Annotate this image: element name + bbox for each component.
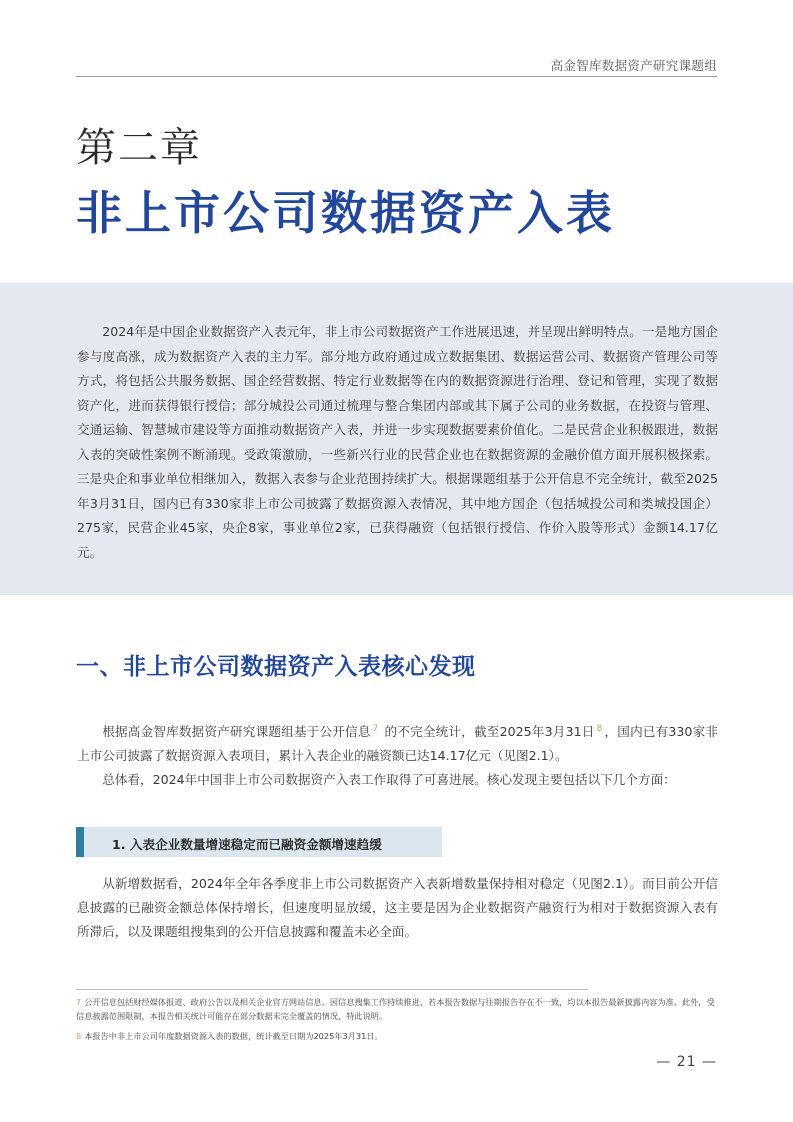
footnote-8-text: 本报告中非上市公司年度数据资源入表的数据，统计截至日期为2025年3月31日。 bbox=[84, 1031, 383, 1041]
footnote-7 bbox=[76, 996, 717, 1023]
paragraph-1-part-3: ，国内已有330家非上市公司披露了数据资源入表项目，累计入表企业的融资额已达14.17亿元（见图2.1）。 bbox=[77, 724, 719, 763]
chapter-summary-text: 2024年是中国企业数据资产入表元年，非上市公司数据资产工作进展迅速，并呈现出鲜明特点。一是地方国企参与度高涨，成为数据资产入表的主力军。部分地方政府通过成立数据集团、数据运营公司、数据资产管理公司等方式，将包括公共服务数据、国企经营数据、特定行业数据等在内的数据资源进行治理、登记和管理，实现了数据资产化，进而获得银行授信；部分城投公司通过梳理与整合集团内部或其下属子公司的业务数据，在投资与管理、交通运输、智慧城市建设等方面推动数据资产入表，并进一步实现数据要素价值化。二是民营企业积极跟进，数据入表的突破性案例不断涌现。受政策激励，一些新兴行业的民营企业也在数据资源的金融价值方面开展积极探索。三是央企和事业单位相继加入，数据入表参与企业范围持续扩大。根据课题组基于公开信息不完全统计，截至2025年3月31日，国内已有330家非上市公司披露了数据资源入表情况，其中地方国企（包括城投公司和类城投国企）275家，民营企业45家，央企8家，事业单位2家，已获得融资（包括银行授信、作价入股等形式）金额14.17亿元。 bbox=[77, 324, 718, 560]
section-heading: 一、非上市公司数据资产入表核心发现 bbox=[76, 654, 476, 680]
page-number: — 21 — bbox=[656, 1054, 717, 1070]
footnote-ref-7[interactable]: 7 bbox=[372, 723, 379, 734]
paragraph-2: 总体看，2024年中国非上市公司数据资产入表工作取得了可喜进展。核心发现主要包括以下几个方面： bbox=[102, 772, 676, 787]
footnote-8-number: 8 bbox=[76, 1031, 82, 1041]
subsection-heading-bar bbox=[76, 827, 442, 857]
footnote-rule bbox=[76, 989, 588, 990]
footnote-7-text: 公开信息包括财经媒体报道、政府公告以及相关企业官方网站信息。因信息搜集工作持续推进，若本报告数据与往期报告存在不一致，均以本报告最新披露内容为准。此外，受信息披露范围限制，本报告相关统计可能存在部分数据未完全覆盖的情况，特此说明。 bbox=[76, 997, 715, 1021]
subsection-heading: 1. 入表企业数量增速稳定而已融资金额增速趋缓 bbox=[112, 837, 382, 852]
header-rule bbox=[76, 76, 717, 77]
paragraph-1-part-1: 根据高金智库数据资产研究课题组基于公开信息 bbox=[102, 724, 371, 739]
chapter-label: 第二章 bbox=[76, 125, 202, 171]
footnote-ref-8[interactable]: 8 bbox=[596, 723, 603, 734]
paragraph-1 bbox=[77, 720, 718, 768]
paragraph-3: 从新增数据看，2024年全年各季度非上市公司数据资产入表新增数量保持相对稳定（见图2.1）。而目前公开信息披露的已融资金额总体保持增长，但速度明显放缓，这主要是因为企业数据资产融资行为相对于数据资源入表有所滞后，以及课题组搜集到的公开信息披露和覆盖未必全面。 bbox=[77, 876, 718, 939]
running-header: 高金智库数据资产研究课题组 bbox=[550, 58, 717, 73]
footnote-7-number: 7 bbox=[76, 997, 82, 1007]
chapter-title: 非上市公司数据资产入表 bbox=[76, 186, 615, 240]
footnote-8 bbox=[76, 1030, 717, 1044]
paragraph-1-part-2: 的不完全统计，截至2025年3月31日 bbox=[380, 724, 595, 739]
